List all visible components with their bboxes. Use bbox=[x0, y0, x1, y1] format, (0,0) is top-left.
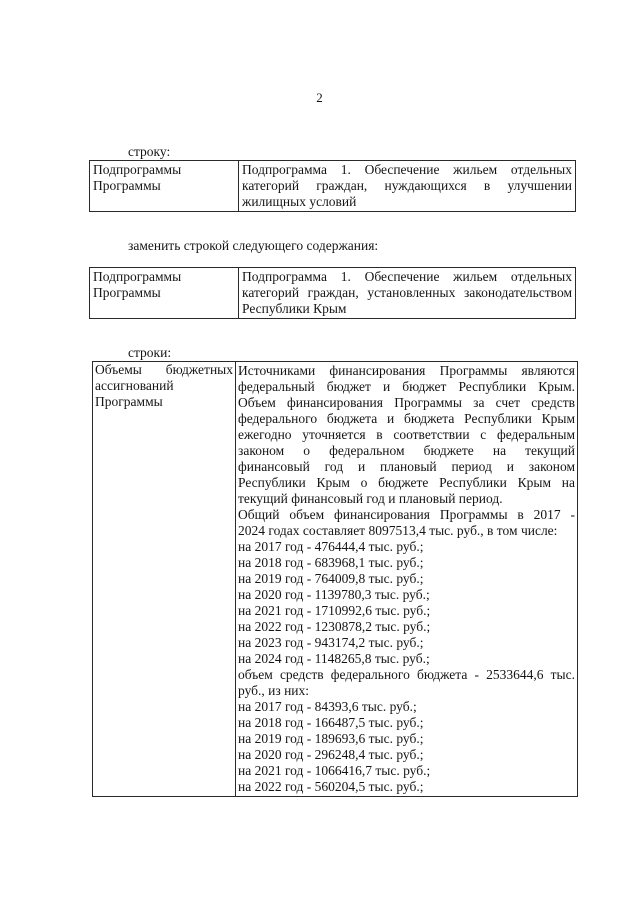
row-label-line: Программы bbox=[93, 285, 161, 300]
row-value-line: руб., из них: bbox=[238, 683, 310, 698]
table-row bbox=[90, 161, 576, 212]
row-value-line: на 2018 год - 166487,5 тыс. руб.; bbox=[238, 715, 424, 730]
row-value-line: Источниками финансирования Программы являются bbox=[238, 363, 575, 378]
row-label-line: Программы bbox=[95, 394, 163, 409]
row-value-line: текущий финансовый год и плановый период. bbox=[238, 491, 503, 506]
row-value-line: федеральный бюджет и бюджет Республики Крым. bbox=[238, 379, 575, 394]
row-value-line: на 2023 год - 943174,2 тыс. руб.; bbox=[238, 635, 424, 650]
row-value-line: Подпрограмма 1. Обеспечение жильем отдельных bbox=[242, 269, 572, 284]
row-value-line: на 2020 год - 296248,4 тыс. руб.; bbox=[238, 747, 424, 762]
row-value-line: жилищных условий bbox=[242, 194, 357, 209]
rows-intro-text: строки: bbox=[128, 345, 172, 360]
row-label-line: Подпрограммы bbox=[93, 269, 182, 284]
row-label-cell bbox=[93, 362, 236, 797]
row-value-line: 2024 годах составляет 8097513,4 тыс. руб., в том числе: bbox=[238, 523, 558, 538]
row-value-cell bbox=[239, 161, 576, 212]
row-value-cell bbox=[236, 362, 578, 797]
row-value-line: на 2021 год - 1710992,6 тыс. руб.; bbox=[238, 603, 431, 618]
row-value-line: Объем финансирования Программы за счет средств bbox=[238, 395, 575, 410]
row-value-line: федерального бюджета и бюджета Республики Крым bbox=[238, 411, 575, 426]
row-value-line: Подпрограмма 1. Обеспечение жильем отдельных bbox=[242, 162, 572, 177]
row-value-line: на 2017 год - 84393,6 тыс. руб.; bbox=[238, 699, 417, 714]
row-value-line: финансовый год и плановый период и законом bbox=[238, 459, 575, 474]
row-value-line: на 2018 год - 683968,1 тыс. руб.; bbox=[238, 555, 424, 570]
row-value-line: Общий объем финансирования Программы в 2017 - bbox=[238, 507, 575, 522]
row-value-line: Республики Крым bbox=[242, 301, 347, 316]
row-value-line: на 2022 год - 1230878,2 тыс. руб.; bbox=[238, 619, 431, 634]
row-value-line: Республики Крым о бюджете Республики Крым на bbox=[238, 475, 575, 490]
row-label-cell bbox=[90, 161, 239, 212]
table-row bbox=[90, 268, 576, 319]
new-row-table bbox=[89, 267, 576, 319]
row-value-line: объем средств федерального бюджета - 2533644,6 тыс. bbox=[238, 667, 575, 682]
table-row bbox=[93, 362, 578, 797]
row-value-line: категорий граждан, нуждающихся в улучшении bbox=[242, 178, 572, 193]
row-label-cell bbox=[90, 268, 239, 319]
row-value-line: на 2021 год - 1066416,7 тыс. руб.; bbox=[238, 763, 431, 778]
row-value-line: на 2019 год - 189693,6 тыс. руб.; bbox=[238, 731, 424, 746]
row-value-line: категорий граждан, установленных законодательством bbox=[242, 285, 572, 300]
row-value-line: на 2022 год - 560204,5 тыс. руб.; bbox=[238, 779, 424, 794]
old-row-table bbox=[89, 160, 576, 212]
row-label-line: ассигнований bbox=[95, 378, 174, 393]
row-label-line: Программы bbox=[93, 178, 161, 193]
replace-intro-text: строку: bbox=[128, 144, 171, 159]
row-value-line: ежегодно уточняется в соответствии с федеральным bbox=[238, 427, 575, 442]
row-value-line: законом о федеральном бюджете на текущий bbox=[238, 443, 575, 458]
page-number: 2 bbox=[316, 90, 323, 105]
row-label-line: Объемы бюджетных bbox=[95, 362, 233, 377]
row-value-line: на 2024 год - 1148265,8 тыс. руб.; bbox=[238, 651, 430, 666]
row-value-line: на 2017 год - 476444,4 тыс. руб.; bbox=[238, 539, 424, 554]
row-value-line: на 2019 год - 764009,8 тыс. руб.; bbox=[238, 571, 424, 586]
budget-row-table bbox=[92, 361, 578, 797]
row-value-line: на 2020 год - 1139780,3 тыс. руб.; bbox=[238, 587, 430, 602]
replace-with-text: заменить строкой следующего содержания: bbox=[128, 238, 379, 253]
row-label-line: Подпрограммы bbox=[93, 162, 182, 177]
row-value-cell bbox=[239, 268, 576, 319]
